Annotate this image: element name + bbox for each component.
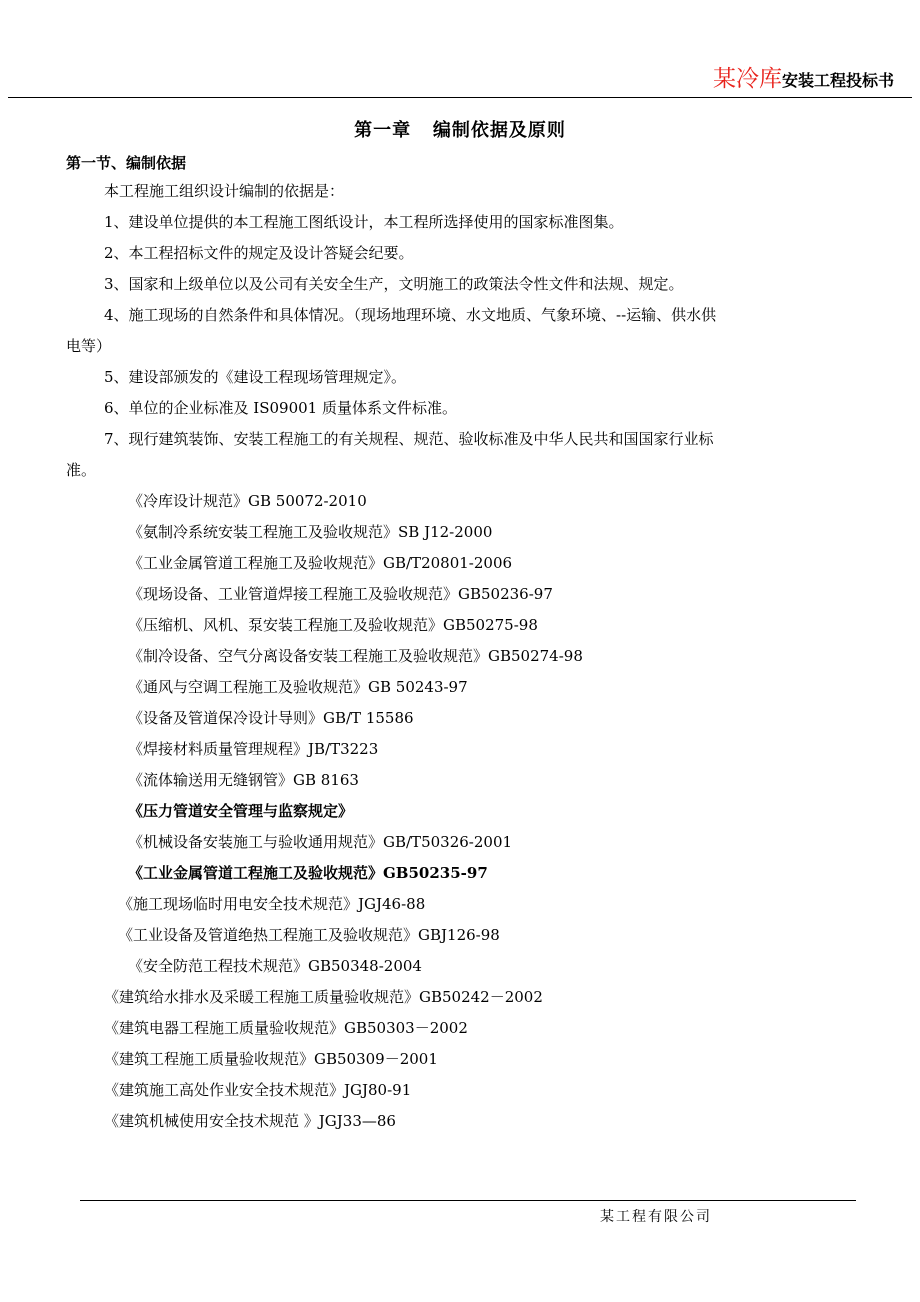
standard-item: 《冷库设计规范》GB 50072-2010 — [128, 492, 367, 510]
basis-item-6: 6、单位的企业标准及 IS09001 质量体系文件标准。 — [104, 399, 457, 417]
standard-item: 《焊接材料质量管理规程》JB/T3223 — [128, 740, 379, 758]
standard-item: 《现场设备、工业管道焊接工程施工及验收规范》GB50236-97 — [128, 585, 553, 603]
basis-item-5: 5、建设部颁发的《建设工程现场管理规定》。 — [104, 368, 407, 386]
basis-item-7-continued: 准。 — [66, 461, 97, 479]
basis-item-2: 2、本工程招标文件的规定及设计答疑会纪要。 — [104, 244, 414, 262]
header-title-project: 某冷库 — [712, 66, 782, 92]
standard-item: 《施工现场临时用电安全技术规范》JGJ46-88 — [118, 895, 426, 913]
footer-company: 某工程有限公司 — [600, 1209, 712, 1225]
basis-item-4-continued: 电等） — [66, 337, 112, 355]
chapter-title: 第一章 编制依据及原则 — [354, 120, 566, 141]
standard-item: 《通风与空调工程施工及验收规范》GB 50243-97 — [128, 678, 468, 696]
standard-item: 《压缩机、风机、泵安装工程施工及验收规范》GB50275-98 — [128, 616, 538, 634]
footer-divider — [80, 1200, 856, 1201]
section-title: 第一节、编制依据 — [66, 154, 187, 172]
standard-item: 《制冷设备、空气分离设备安装工程施工及验收规范》GB50274-98 — [128, 647, 583, 665]
basis-item-1: 1、建设单位提供的本工程施工图纸设计，本工程所选择使用的国家标准图集。 — [104, 213, 624, 231]
standard-item: 《压力管道安全管理与监察规定》 — [128, 802, 354, 820]
basis-item-3: 3、国家和上级单位以及公司有关安全生产，文明施工的政策法令性文件和法规、规定。 — [104, 275, 684, 293]
standard-item: 《机械设备安装施工与验收通用规范》GB/T50326-2001 — [128, 833, 513, 851]
standard-item: 《建筑电器工程施工质量验收规范》GB50303－2002 — [104, 1019, 468, 1037]
standard-item: 《流体输送用无缝钢管》GB 8163 — [128, 771, 359, 789]
standard-item: 《工业金属管道工程施工及验收规范》GB/T20801-2006 — [128, 554, 513, 572]
standard-item: 《建筑工程施工质量验收规范》GB50309－2001 — [104, 1050, 438, 1068]
standard-item: 《建筑机械使用安全技术规范 》JGJ33—86 — [104, 1112, 396, 1130]
header-title — [713, 68, 894, 91]
basis-item-7: 7、现行建筑装饰、安装工程施工的有关规程、规范、验收标准及中华人民共和国国家行业标 — [104, 430, 714, 448]
header-title-doc-type: 安装工程投标书 — [781, 71, 894, 90]
page-header — [0, 0, 920, 100]
standard-item: 《设备及管道保冷设计导则》GB/T 15586 — [128, 709, 414, 727]
standard-item: 《建筑施工高处作业安全技术规范》JGJ80-91 — [104, 1081, 412, 1099]
header-divider — [8, 97, 912, 98]
standard-item: 《建筑给水排水及采暖工程施工质量验收规范》GB50242－2002 — [104, 988, 543, 1006]
intro-paragraph: 本工程施工组织设计编制的依据是： — [104, 182, 345, 200]
standard-item: 《安全防范工程技术规范》GB50348-2004 — [128, 957, 422, 975]
standard-item: 《工业金属管道工程施工及验收规范》GB50235-97 — [128, 864, 488, 882]
standard-item: 《工业设备及管道绝热工程施工及验收规范》GBJ126-98 — [118, 926, 500, 944]
basis-item-4: 4、施工现场的自然条件和具体情况。（现场地理环境、水文地质、气象环境、--运输、供水供 — [104, 306, 717, 324]
standard-item: 《氨制冷系统安装工程施工及验收规范》SB J12-2000 — [128, 523, 493, 541]
